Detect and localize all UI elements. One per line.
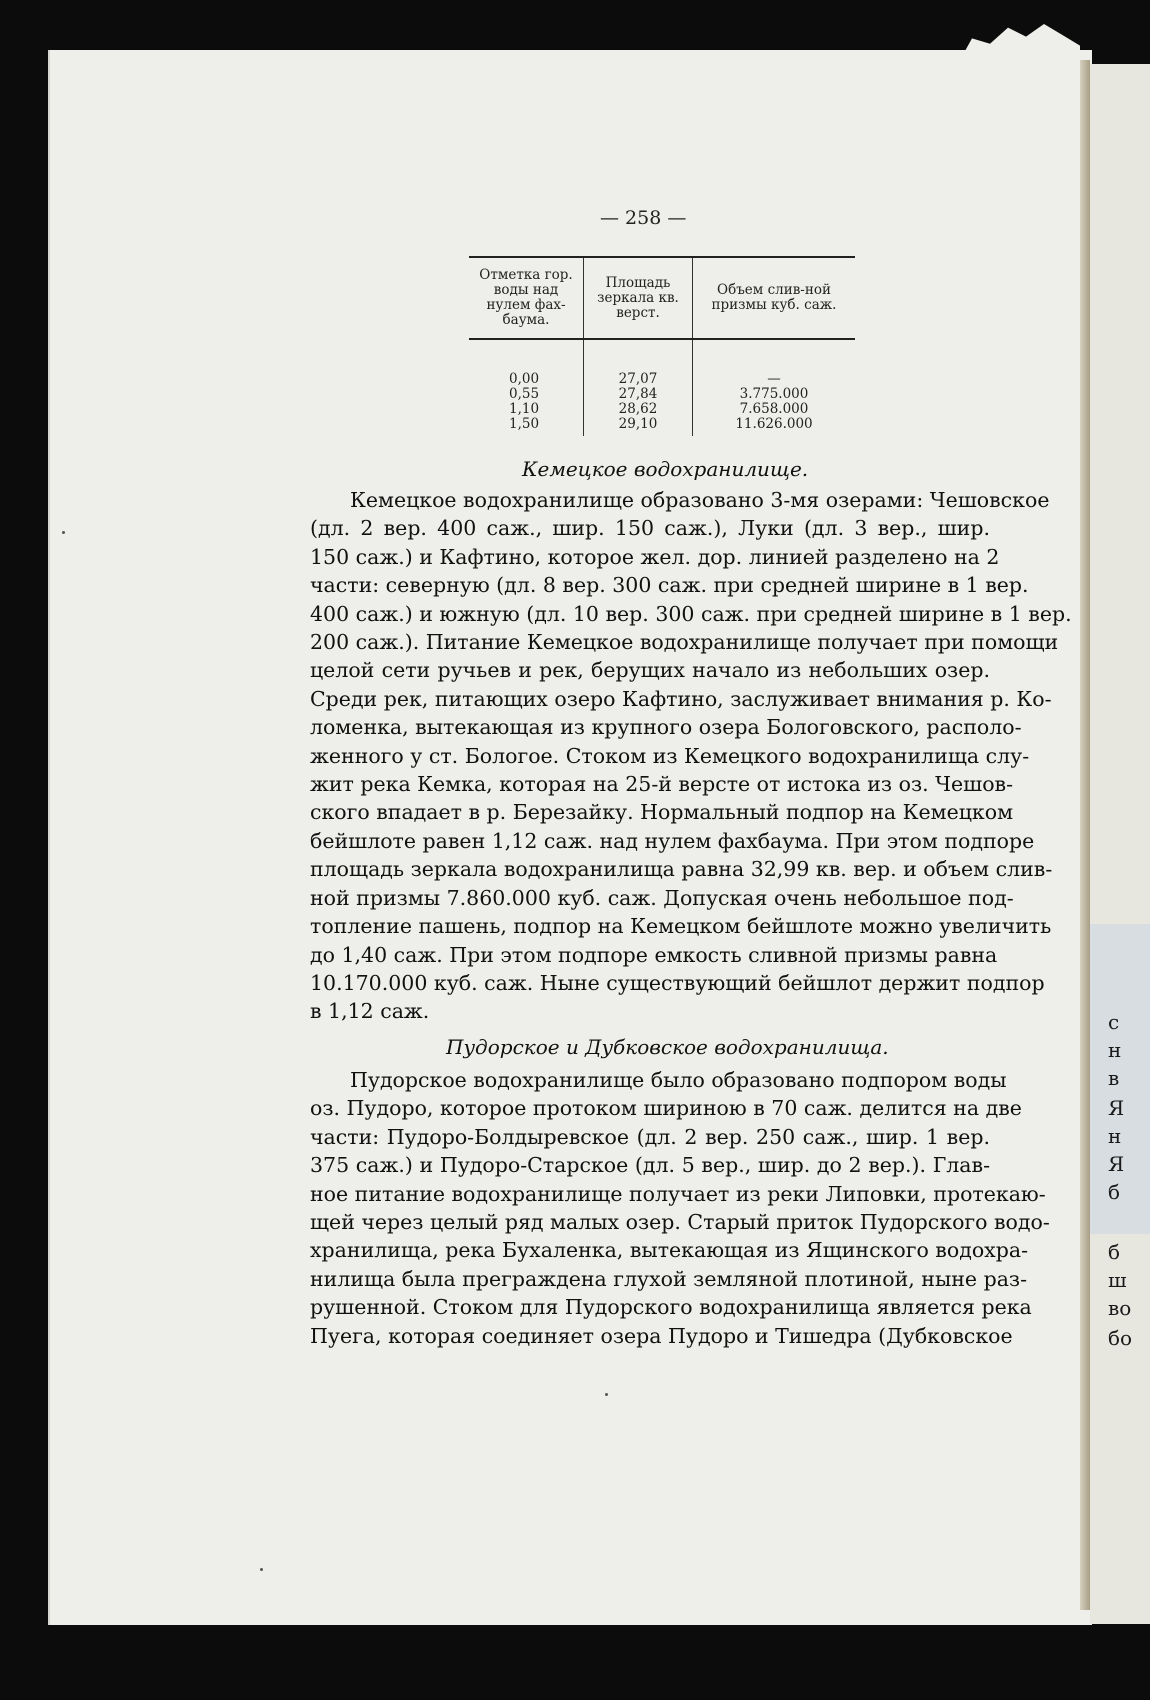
text-line: бейшлоте равен 1,12 саж. над нулем фахбаума. При этом подпоре	[310, 828, 1035, 853]
table-cell: 28,62	[618, 401, 658, 417]
table-cell: 0,00	[509, 371, 540, 387]
table-cell: 1,10	[509, 401, 540, 417]
adjacent-letter: б	[1108, 1180, 1121, 1204]
table-cell: 11.626.000	[735, 416, 813, 432]
text-line: щей через целый ряд малых озер. Старый приток Пудорского водо-	[310, 1210, 1050, 1235]
table-cell: 27,07	[618, 371, 658, 387]
adjacent-letter: с	[1108, 1010, 1120, 1034]
page-number: — 258 —	[600, 207, 687, 229]
text-line: (дл. 2 вер. 400 саж., шир. 150 саж.), Луки (дл. 3 вер., шир.	[310, 516, 990, 541]
text-line: рушенной. Стоком для Пудорского водохранилища является река	[310, 1295, 1032, 1320]
adjacent-letter: н	[1108, 1038, 1122, 1062]
paragraph-pudorskoe	[310, 1066, 1050, 1350]
table-cell: 29,10	[618, 416, 658, 432]
column-header-level: Отметка гор. воды над нулем фах-баума.	[469, 257, 584, 339]
adjacent-letter: н	[1108, 1124, 1122, 1148]
table-header-row	[469, 257, 855, 339]
text-line: Пудорское водохранилище было образовано подпором воды	[350, 1068, 1007, 1092]
torn-page-corner	[960, 24, 1080, 60]
text-line: 400 саж.) и южную (дл. 10 вер. 300 саж. при средней ширине в 1 вер.	[310, 601, 1072, 626]
adjacent-letter: б	[1108, 1240, 1121, 1264]
adjacent-letter: Я	[1108, 1096, 1125, 1120]
adjacent-page-edge	[1090, 64, 1150, 1624]
text-line: жит река Кемка, которая на 25-й версте от истока из оз. Чешов-	[310, 772, 1014, 797]
text-line: площадь зеркала водохранилища равна 32,99 кв. вер. и объем слив-	[310, 857, 1053, 882]
text-line: Пуега, которая соединяет озера Пудоро и Тишедра (Дубковское	[310, 1323, 1013, 1348]
text-line: 375 саж.) и Пудоро-Старское (дл. 5 вер., шир. до 2 вер.). Глав-	[310, 1153, 990, 1178]
text-line: 150 саж.) и Кафтино, которое жел. дор. линией разделено на 2	[310, 544, 1000, 569]
text-line: хранилища, река Бухаленка, вытекающая из Ящинского водохра-	[310, 1238, 1028, 1263]
text-line: топление пашень, подпор на Кемецком бейшлоте можно увеличить	[310, 914, 1052, 939]
text-line: 200 саж.). Питание Кемецкое водохранилище получает при помощи	[310, 630, 1059, 655]
reservoir-table	[469, 256, 855, 436]
adjacent-letter: в	[1108, 1066, 1120, 1090]
adjacent-letter: Я	[1108, 1152, 1125, 1176]
table-spacer-row	[469, 339, 855, 372]
text-line: женного у ст. Бологое. Стоком из Кемецкого водохранилища слу-	[310, 743, 1030, 768]
text-line: ского впадает в р. Березайку. Нормальный подпор на Кемецком	[310, 800, 1014, 825]
column-header-volume: Объем слив-ной призмы куб. саж.	[693, 257, 856, 339]
paper-speck	[62, 531, 65, 534]
text-line: ное питание водохранилище получает из реки Липовки, протекаю-	[310, 1181, 1046, 1206]
text-line: ломенка, вытекающая из крупного озера Бологовского, располо-	[310, 715, 1022, 740]
table-cell: 7.658.000	[739, 401, 809, 417]
page-fold	[1080, 60, 1090, 1610]
text-line: части: северную (дл. 8 вер. 300 саж. при средней ширине в 1 вер.	[310, 573, 1029, 598]
text-line: 10.170.000 куб. саж. Ныне существующий бейшлот держит подпор	[310, 970, 1045, 995]
column-header-area: Площадь зеркала кв. верст.	[584, 257, 693, 339]
text-line: нилища была преграждена глухой земляной плотиной, ныне раз-	[310, 1266, 1028, 1291]
paper-speck	[605, 1393, 608, 1396]
paper-speck	[260, 1568, 263, 1571]
text-line: оз. Пудоро, которое протоком шириною в 70 саж. делится на две	[310, 1096, 1022, 1121]
text-line: целой сети ручьев и рек, берущих начало из небольших озер.	[310, 658, 990, 683]
table-cell: 27,84	[618, 386, 658, 402]
table-cell: —	[767, 371, 781, 387]
adjacent-letter: ш	[1108, 1268, 1127, 1292]
table-cell: 3.775.000	[739, 386, 809, 402]
text-line: до 1,40 саж. При этом подпоре емкость сливной призмы равна	[310, 942, 998, 967]
text-line: в 1,12 саж.	[310, 999, 430, 1024]
section-heading-kemetskoe: Кемецкое водохранилище.	[522, 457, 809, 481]
adjacent-letter: бо	[1108, 1326, 1133, 1350]
paragraph-kemetskoe	[310, 486, 1072, 1026]
section-heading-pudorskoe: Пудорское и Дубковское водохранилища.	[446, 1035, 889, 1059]
text-line: ной призмы 7.860.000 куб. саж. Допуская очень небольшое под-	[310, 885, 1014, 910]
adjacent-letter: во	[1108, 1296, 1132, 1320]
table-cell: 1,50	[509, 416, 540, 432]
text-line: Кемецкое водохранилище образовано 3-мя озерами: Чешовское	[350, 488, 1050, 512]
table-cell: 0,55	[509, 386, 540, 402]
text-line: Среди рек, питающих озеро Кафтино, заслуживает внимания р. Ко-	[310, 686, 1052, 711]
text-line: части: Пудоро-Болдыревское (дл. 2 вер. 250 саж., шир. 1 вер.	[310, 1124, 990, 1149]
table-row	[469, 372, 855, 436]
